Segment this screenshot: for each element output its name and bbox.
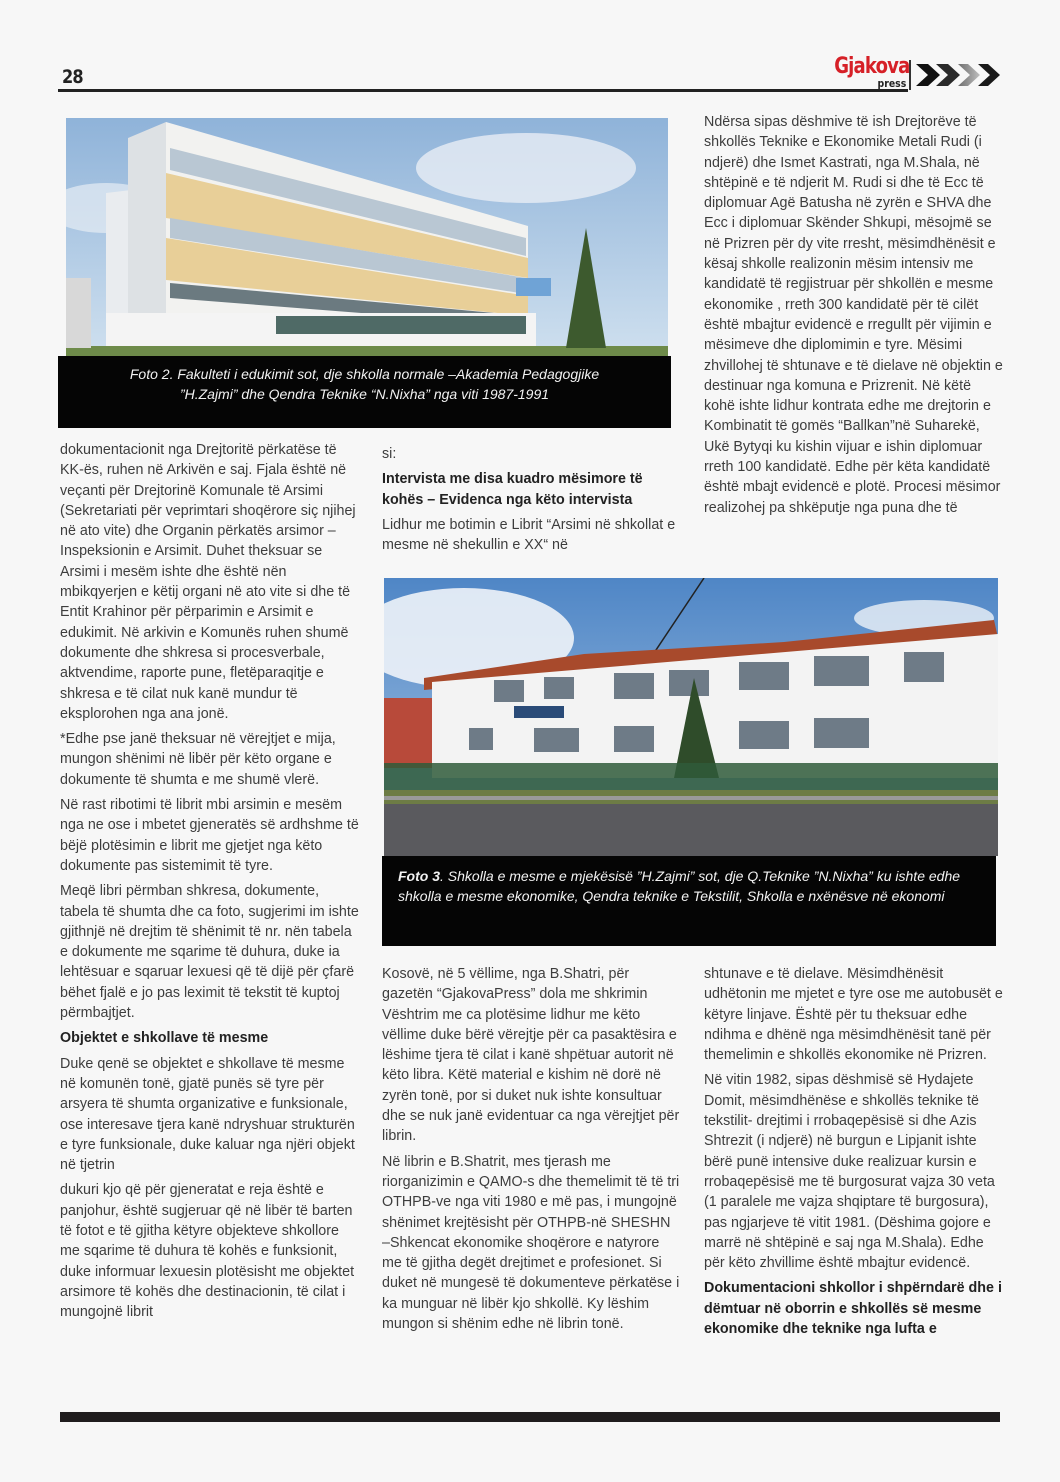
paragraph: Meqë libri përmban shkresa, dokumente, tabela të shumta dhe ca foto, sugjerimi im ishte gjithnjë në drejtim të shënimit të nr. nën tabela e dokumente me sqarime të duhura, duke ia lehtësuar e sqaruar lexuesi që të dijë për çfarë bëhet fjalë e jo pas leximit të tekstit të kuptoj përmbajtjet. <box>60 883 359 1022</box>
paragraph: Në vitin 1982, sipas dëshmisë së Hydajete Domit, mësimdhënëse e shkollës teknike të tekstilit- drejtimi i rrobaqepësisë si dhe Azis Shtrezit (i ndjerë) në burgun e Lipjanit ishte bërë punë intensive duke realizuar kursin e rrobaqepësisë me të burgosurat vajza 30 veta (1 paralele me vajza shqiptare të burgosura), pas ngjarjeve të vitit 1981. (Dëshima gojore e marrë në shtëpinë e saj nga M.Shala). Edhe për këto zhvillime është mbajtur evidencë. <box>704 1072 995 1272</box>
footer-bar <box>60 1412 1000 1422</box>
paragraph: Kosovë, në 5 vëllime, nga B.Shatri, për gazetën “GjakovaPress” dola me shkrimin Vështrim me ca plotësime lidhur me këto vëllime duke bërë vërejtje për ca pasaktësira e lëshime tjera të cilat i kanë shpëtuar autorit në këto libra. Këtë material e kishim në dorë në zyrën tonë, por si duket nuk ishte konsultuar dhe se nuk janë evidentuar ca nga vërejtjet për librin. <box>382 966 680 1145</box>
paragraph: Në rast ribotimi të librit mbi arsimin e mesëm nga ne ose i mbetet gjeneratës së ardhshme të bëjë plotësimin e librit me gjetjet nga këto dokumente pas sistemimit të tyre. <box>60 797 359 874</box>
paragraph: Lidhur me botimin e Librit “Arsimi në shkollat e mesme në shekullin e XX“ në <box>382 516 676 554</box>
section-heading: Intervista me disa kuadro mësimore të kohës – Evidenca nga këto intervista <box>382 471 643 508</box>
photo-2-caption-line-1: Foto 2. Fakulteti i edukimit sot, dje shkolla normale –Akademia Pedagogjike <box>129 366 600 382</box>
paragraph: Ndërsa sipas dëshmive të ish Drejtorëve të shkollës Teknike e Ekonomike Metali Rudi (i ndjerë) dhe Ismet Kastrati, nga M.Shala, në shtëpinë e të ndjerit M. Rudi si dhe të Ecc të diplomuar Agë Batusha në zyrën e SHVA dhe Ecc i diplomuar Skënder Shkupi, mësojmë se në Prizren për dy vite rresht, mësimdhënësit e kësaj shkolle realizonin mësim intensiv me kandidatë të regjistruar për shkollën e mesme ekonomike , rreth 300 kandidatë për të cilët është mbajtur evidencë e rregullt për vijimin e mësimeve dhe diplomimin e tyre. Mësimi zhvillohej të shtunave e të dielave në objektin e destinuar nga komuna e Prizrenit. Në këtë kohë ishte lidhur kontrata edhe me drejtorin e Kombinatit të gomës “Ballkan”në Suharekë, Ukë Bytyqi ku kishin vijuar e ishin diplomuar rreth 100 kandidatë. Edhe për këta kandidatë është mbajt evidencë e plotë. Procesi mësimor realizohej pa shkëputje nga puna dhe të <box>704 114 1003 516</box>
paragraph: *Edhe pse janë theksuar në vërejtjet e mija, mungon shënimi në libër për këto organe e dokumente të shumta e me shumë vlerë. <box>60 731 336 788</box>
page-number: 28 <box>62 66 83 88</box>
header-rule <box>58 89 908 92</box>
logo-wordmark: Gjakova <box>834 54 910 79</box>
column-right-bottom <box>704 964 1004 1339</box>
paragraph: shtunave e të dielave. Mësimdhënësit udhëtonin me mjetet e tyre ose me autobusët e këtyre linjave. Është për tu theksuar edhe ndihma e dhënë nga mësimdhënësit tanë për themelimin e shkollës ekonomike në Prizren. <box>704 966 1003 1064</box>
column-middle-bottom <box>382 964 682 1334</box>
photo-2-caption-line-2: ”H.Zajmi” dhe Qendra Teknike “N.Nixha” nga viti 1987-1991 <box>179 386 550 402</box>
paragraph: Duke qenë se objektet e shkollave të mesme në komunën tonë, gjatë punës së tyre për arsyera të shumta organizative e funksionale, ose interesave tjera kanë ndryshuar strukturën e tyre funksionale, duke kaluar nga njëri objekt në tjetrin <box>60 1055 355 1174</box>
column-left <box>60 440 360 1322</box>
paragraph: dokumentacionit nga Drejtoritë përkatëse të KK-ës, ruhen në Arkivën e saj. Fjala është në veçanti për Drejtorinë Komunale të Arsimi (Sekretariati për veprimtari shoqërore siç njihej në ato vite) dhe Organin përkatës arsimor – Inspeksionin e Arsimit. Duhet theksuar se Arsimi i mesëm ishte dhe është nën mbikqyerjen e këtij organi në ato vite si dhe të Entit Krahinor për përparimin e Arsimit e edukimit. Në arkivin e Komunës ruhen shumë dokumente dhe shkresa si procesverbale, aktvendime, raporte pune, fletëparaqitje e shkresa e të cilat nuk kanë mundur të eksplorohen nga ana jonë. <box>60 442 356 722</box>
photo-3-caption <box>382 856 996 946</box>
section-heading: Objektet e shkollave të mesme <box>60 1030 269 1047</box>
photo-3-caption-text: . Shkolla e mesme e mjekësisë ”H.Zajmi” sot, dje Q.Teknike ”N.Nixha” ku ishte edhe shkolla e mesme ekonomike, Qendra teknike e Tekstilit, Shkolla e nxënësve në ekonomi <box>398 868 961 904</box>
photo-3-caption-label: Foto 3 <box>398 868 440 884</box>
photo-2-caption <box>58 356 671 428</box>
chevrons-icon <box>914 62 1000 88</box>
logo-subtitle: press <box>877 77 907 90</box>
column-middle-top <box>382 444 682 555</box>
photo-3-building <box>384 578 998 856</box>
column-right-top <box>704 112 1004 518</box>
photo-3-image <box>384 578 998 856</box>
section-heading: Dokumentacioni shkollor i shpërndarë dhe i dëmtuar në oborrin e shkollës së mesme ekonomike dhe teknike nga lufta e <box>704 1280 1002 1338</box>
paragraph: Në librin e B.Shatrit, mes tjerash me riorganizimin e QAMO-s dhe themelimit të të tri OTHPB-ve nga viti 1980 e më pas, i mungojnë shënimet krejtësisht për OTHPB-në SHESHN –Shkencat ekonomike shoqërore e natyrore me të gjitha degët drejtimet e profesionet. Si duket në mungesë të dokumenteve përkatëse i ka munguar në libër kjo shkollë. Ky lëshim mungon si shënim edhe në librin tonë. <box>382 1153 680 1333</box>
photo-2-image <box>66 118 668 358</box>
paragraph: dukuri kjo që për gjeneratat e reja është e panjohur, është sugjeruar që në libër të barten të fotot e të gjitha këtyre objekteve shkollore me sqarime të duhura të kohës e funksionit, duke informuar lexuesin plotësisht me objektet arsimore të kohës dhe destinacionin, të cilat i mungojnë librit <box>60 1182 355 1321</box>
photo-2-building <box>66 118 668 358</box>
publication-logo <box>818 56 908 92</box>
logo-divider <box>909 60 911 90</box>
paragraph: si: <box>382 446 397 462</box>
